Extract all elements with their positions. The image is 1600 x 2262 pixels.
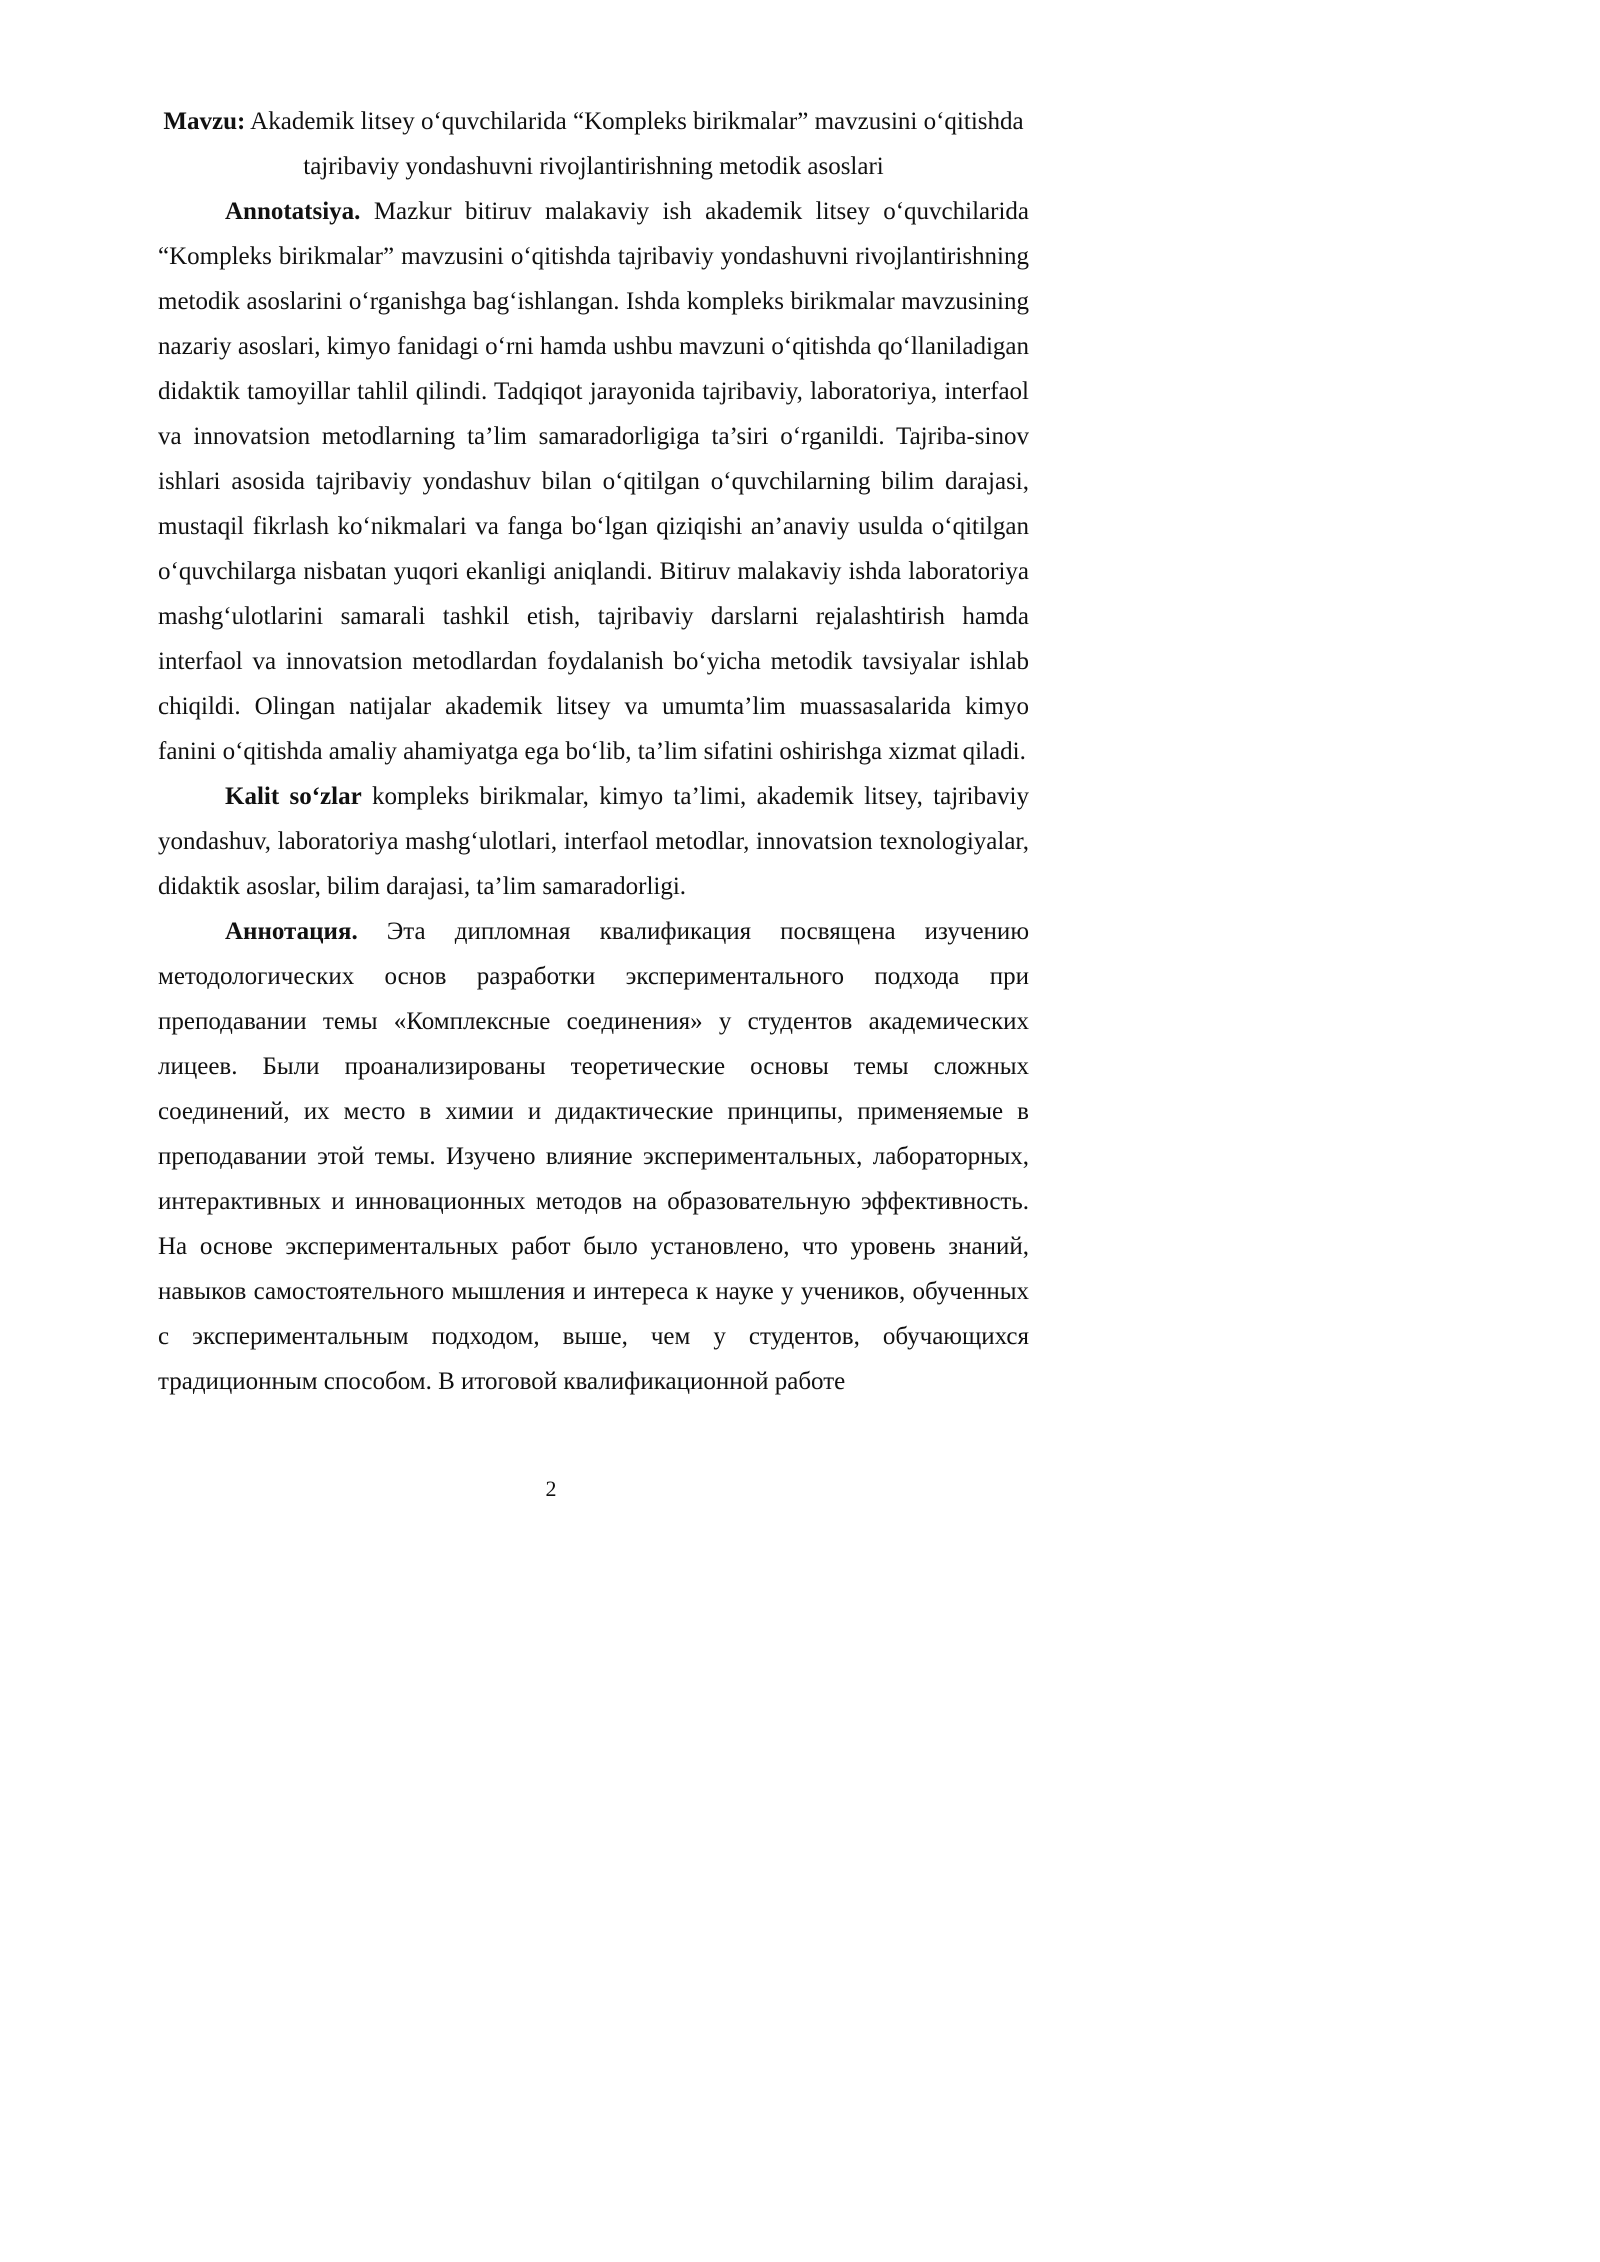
- annotation-uz-paragraph: [158, 189, 1029, 774]
- title-label: Mavzu:: [163, 108, 246, 135]
- annotation-uz-label: Annotatsiya.: [225, 198, 361, 225]
- title-text: Akademik litsey o‘quvchilarida “Kompleks birikmalar” mavzusini o‘qitishda tajribaviy yondashuvni rivojlantirishning metodik asoslari: [245, 108, 1024, 180]
- annotation-uz-text: Mazkur bitiruv malakaviy ish akademik litsey o‘quvchilarida “Kompleks birikmalar” mavzusini o‘qitishda tajribaviy yondashuvni rivojlantirishning metodik asoslarini o‘rganishga bag‘ishlangan. Ishda kompleks birikmalar mavzusining nazariy asoslari, kimyo fanidagi o‘rni hamda ushbu mavzuni o‘qitishda qo‘llaniladigan didaktik tamoyillar tahlil qilindi. Tadqiqot jarayonida tajribaviy, laboratoriya, interfaol va innovatsion metodlarning ta’lim samaradorligiga ta’siri o‘rganildi. Tajriba-sinov ishlari asosida tajribaviy yondashuv bilan o‘qitilgan o‘quvchilarning bilim darajasi, mustaqil fikrlash ko‘nikmalari va fanga bo‘lgan qiziqishi an’anaviy usulda o‘qitilgan o‘quvchilarga nisbatan yuqori ekanligi aniqlandi. Bitiruv malakaviy ishda laboratoriya mashg‘ulotlarini samarali tashkil etish, tajribaviy darslarni rejalashtirish hamda interfaol va innovatsion metodlardan foydalanish bo‘yicha metodik tavsiyalar ishlab chiqildi. Olingan natijalar akademik litsey va umumta’lim muassasalarida kimyo fanini o‘qitishda amaliy ahamiyatga ega bo‘lib, ta’lim sifatini oshirishga xizmat qiladi.: [158, 198, 1029, 765]
- page-body: [158, 99, 1029, 1404]
- keywords-uz-label: Kalit so‘zlar: [225, 783, 362, 810]
- annotation-ru-label: Аннотация.: [225, 918, 358, 945]
- document-title: [158, 99, 1029, 189]
- annotation-ru-text: Эта дипломная квалификация посвящена изучению методологических основ разработки экспериментального подхода при преподавании темы «Комплексные соединения» у студентов академических лицеев. Были проанализированы теоретические основы темы сложных соединений, их место в химии и дидактические принципы, применяемые в преподавании этой темы. Изучено влияние экспериментальных, лабораторных, интерактивных и инновационных методов на образовательную эффективность. На основе экспериментальных работ было установлено, что уровень знаний, навыков самостоятельного мышления и интереса к науке у учеников, обученных с экспериментальным подходом, выше, чем у студентов, обучающихся традиционным способом. В итоговой квалификационной работе: [158, 918, 1029, 1395]
- keywords-uz-text: kompleks birikmalar, kimyo ta’limi, akademik litsey, tajribaviy yondashuv, laboratoriya mashg‘ulotlari, interfaol metodlar, innovatsion texnologiyalar, didaktik asoslar, bilim darajasi, ta’lim samaradorligi.: [158, 783, 1029, 900]
- keywords-uz-paragraph: [158, 774, 1029, 909]
- page-number: 2: [545, 1476, 557, 1501]
- annotation-ru-paragraph: [158, 909, 1029, 1404]
- document-page: [0, 0, 1102, 1558]
